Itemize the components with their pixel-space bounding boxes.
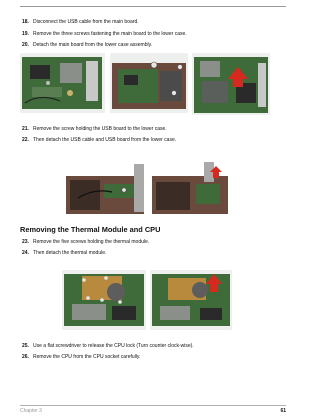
step-25: 25. Use a flat screwdriver to release the CPU lock (Turn counter clock-wise). [22,343,194,349]
top-rule [20,6,286,7]
step-22: 22. Then detach the USB cable and USB board from the lower case. [22,137,177,143]
footer-rule [20,405,286,406]
step-21: 21. Remove the screw holding the USB board to the lower case. [22,126,167,132]
photo-thermal-detach [150,270,232,330]
step-19: 19. Remove the three screws fastening the main board to the lower case. [22,31,187,37]
photo-mainboard-detach [192,53,270,115]
photo-mainboard-usb-cable [20,53,105,113]
photo-mainboard-screws [110,53,188,113]
photo-usb-board-screw [64,158,146,216]
step-24: 24. Then detach the thermal module. [22,250,107,256]
step-23: 23. Remove the five screws holding the thermal module. [22,239,150,245]
step-20: 20. Detach the main board from the lower case assembly. [22,42,153,48]
page-number: 61 [280,408,286,414]
step-18: 18. Disconnect the USB cable from the main board. [22,19,139,25]
step-26: 26. Remove the CPU from the CPU socket carefully. [22,354,141,360]
photo-usb-board-detach [150,158,230,216]
photo-thermal-screws [62,270,146,330]
section-heading: Removing the Thermal Module and CPU [20,225,161,234]
footer-chapter: Chapter 3 [20,408,42,414]
